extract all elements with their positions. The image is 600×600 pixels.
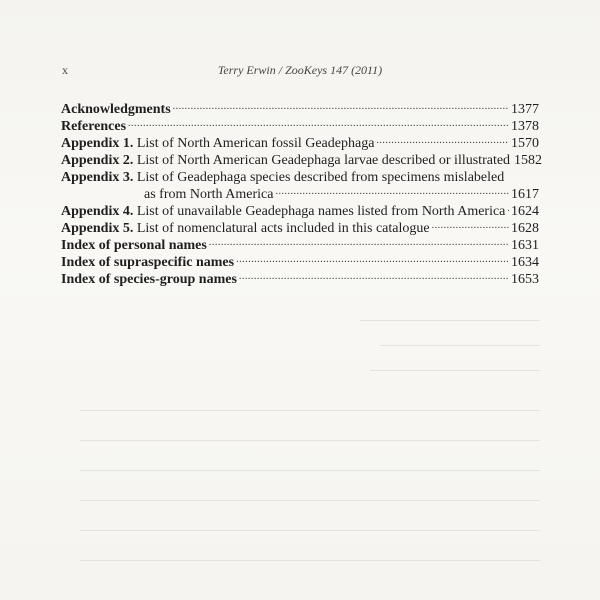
toc-entry-page: 1653 xyxy=(511,272,539,287)
dot-leader xyxy=(236,254,509,271)
toc-entry-page: 1634 xyxy=(511,255,539,270)
toc-entry-page: 1570 xyxy=(511,136,539,151)
dot-leader xyxy=(128,118,509,135)
toc-entry-appendix-3 xyxy=(61,169,539,186)
dot-leader xyxy=(376,135,509,152)
toc-entry-page: 1628 xyxy=(511,221,539,236)
toc-entry-text: List of North American Geadephaga larvae described or illustrated xyxy=(133,153,511,168)
toc-entry-appendix-5 xyxy=(61,220,539,237)
dot-leader xyxy=(275,186,509,203)
toc-entry-title: Acknowledgments xyxy=(61,102,171,117)
toc-entry-text: List of nomenclatural acts included in this catalogue xyxy=(133,221,430,236)
toc-entry-title: Appendix 1. xyxy=(61,136,134,151)
toc-entry-text: List of Geadephaga species described from specimens mislabeled xyxy=(133,170,505,185)
toc-entry-page: 1624 xyxy=(511,204,539,219)
toc-entry-references xyxy=(61,118,539,135)
page-number: x xyxy=(62,63,68,77)
toc-entry-index-supraspecific-names xyxy=(61,254,539,271)
toc-entry-acknowledgments xyxy=(61,101,539,118)
toc-entry-page: 1631 xyxy=(511,238,539,253)
toc-entry-title: Index of personal names xyxy=(61,238,207,253)
toc-entry-appendix-2 xyxy=(61,152,543,169)
toc-entry-page: 1617 xyxy=(511,187,539,202)
toc-entry-appendix-1 xyxy=(61,135,539,152)
toc-entry-page: 1582 xyxy=(514,153,543,168)
toc-entry-appendix-4 xyxy=(61,203,539,220)
toc-entry-index-personal-names xyxy=(61,237,539,254)
table-of-contents xyxy=(61,101,543,288)
toc-entry-text: List of North American fossil Geadephaga xyxy=(133,136,375,151)
toc-entry-title: Index of supraspecific names xyxy=(61,255,235,270)
running-head: Terry Erwin / ZooKeys 147 (2011) xyxy=(217,63,383,77)
dot-leader xyxy=(432,220,509,237)
toc-entry-page: 1377 xyxy=(511,102,539,117)
toc-entry-page: 1378 xyxy=(511,119,539,134)
toc-entry-title: Appendix 3. xyxy=(61,170,134,185)
toc-entry-appendix-3-continuation xyxy=(61,186,539,203)
toc-entry-title: Appendix 2. xyxy=(61,153,134,168)
toc-entry-title: References xyxy=(61,119,127,134)
dot-leader xyxy=(239,271,509,288)
toc-entry-title: Index of species-group names xyxy=(61,272,237,287)
dot-leader xyxy=(209,237,509,254)
toc-entry-continuation-text: as from North America xyxy=(144,187,274,202)
toc-entry-title: Appendix 4. xyxy=(61,204,134,219)
toc-entry-text: List of unavailable Geadephaga names listed from North America xyxy=(133,204,506,219)
dot-leader xyxy=(173,101,509,118)
toc-entry-index-species-group-names xyxy=(61,271,539,288)
dot-leader xyxy=(507,203,509,220)
toc-entry-title: Appendix 5. xyxy=(61,221,134,236)
